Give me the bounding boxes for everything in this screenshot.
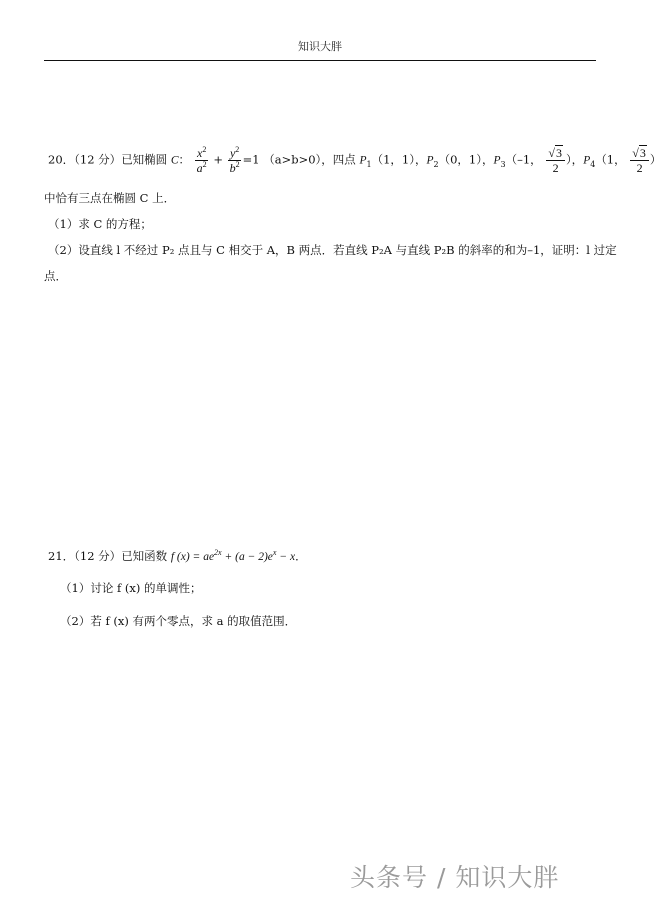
page-header: 知识大胖 — [298, 40, 342, 53]
q20-point-1: （1，1）， — [371, 152, 427, 167]
q20-fraction-y: $\frac{y^2}{b^2}$ — [229, 145, 240, 175]
q20-part-2-continued: 点． — [44, 269, 67, 283]
q20-sqrt3-over-2-a: $\frac{√3}{2}$ — [546, 146, 565, 175]
q20-point-4: （1， — [595, 152, 626, 167]
q20-sqrt3-over-2-b: $\frac{√3}{2}$ — [630, 146, 649, 175]
q20-point-3: （–1， — [505, 152, 542, 167]
q21-number: 21． — [48, 549, 75, 563]
q20-statement: 20．（12 分）已知椭圆 C： $\frac{x^2}{a^2}$ + $\frac{y^2}{b^2}$ =1 （a>b>0），四点 $P_1(1$，1），$P_2(0$，1），$P_3(-1$， $\frac{√3}{2}$ ），$P_4(1$， $\frac{√3}{2}$ ） — [48, 145, 661, 175]
q21-intro: 已知函数 — [121, 549, 171, 563]
q21-part-2: （2）若 f (x) 有两个零点，求 a 的取值范围． — [60, 614, 297, 628]
q20-colon: ： — [178, 152, 191, 167]
q20-score: （12 分） — [74, 152, 122, 167]
header-rule — [44, 60, 596, 61]
q20-equals-one: =1 — [242, 152, 260, 167]
q21-part-1: （1）讨论 f (x) 的单调性； — [60, 581, 202, 595]
q20-number: 20． — [48, 152, 75, 167]
q20-intro: 已知椭圆 — [121, 152, 171, 167]
watermark: 头条号 / 知识大胖 — [350, 863, 560, 892]
q20-point-2: （0，1）， — [438, 152, 494, 167]
q20-condition: （a>b>0），四点 — [263, 152, 360, 167]
q20-curve-name: C — [170, 154, 179, 167]
q20-fraction-x: $\frac{x^2}{a^2}$ — [196, 145, 207, 175]
q21-function: f $(x) = ae^{2x} + (a - 2)e^x - x$ — [170, 548, 296, 563]
q20-part-1: （1）求 C 的方程； — [48, 217, 152, 231]
q20-part-2: （2）设直线 l 不经过 P₂ 点且与 C 相交于 A，B 两点．若直线 P₂A 与直线 P₂B 的斜率的和为–1，证明：l 过定 — [48, 243, 617, 257]
q21-statement: 21．（12 分）已知函数 f $(x) = ae^{2x} + (a - 2)e^x - x$． — [48, 548, 307, 563]
q21-score: （12 分） — [74, 549, 122, 563]
q20-statement-continued: 中恰有三点在椭圆 C 上． — [44, 191, 176, 205]
